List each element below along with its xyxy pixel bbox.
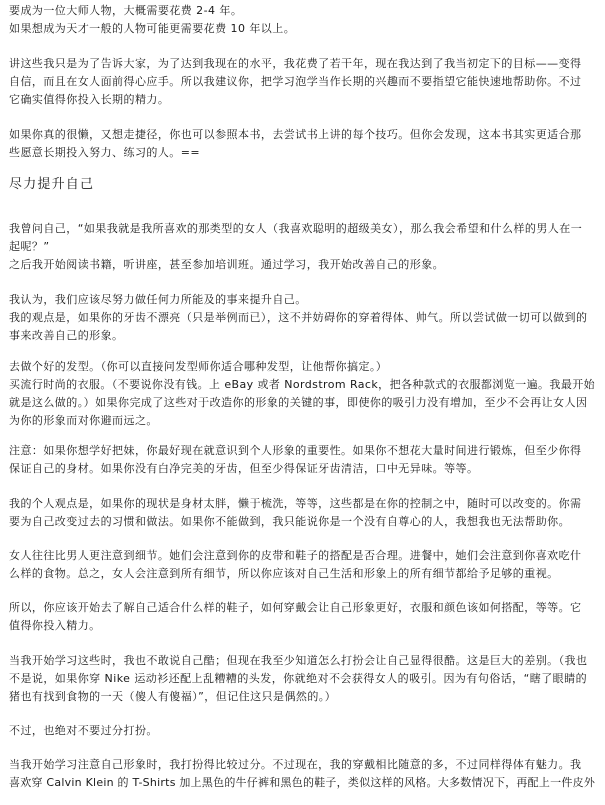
text-line: 为你的形象而对你避而远之。 [9, 414, 158, 427]
text-line: 猪也有找到食物的一天（傻人有傻福）”，但记住这只是偶然的。） [9, 690, 337, 703]
text-line: 它确实值得你投入长期的精力。 [9, 93, 170, 106]
text-line: 我的观点是，如果你的牙齿不漂亮（只是举例而已），这不并妨碍你的穿着得体、帅气。所以尝试做一切可以做到的 [9, 311, 588, 324]
text-line: 注意：如果你想学好把妹，你最好现在就意识到个人形象的重要性。如果你不想花大量时间进行锻炼，但至少你得 [9, 444, 582, 457]
intro-paragraph [9, 2, 595, 38]
text-line: 去做个好的发型。（你可以直接问发型师你适合哪种发型，让他帮你搞定。） [9, 360, 388, 373]
text-line: 我曾问自己，“如果我就是我所喜欢的那类型的女人（我喜欢聪明的超级美女），那么我会希望和什么样的男人在一 [9, 222, 583, 235]
text-line: 如果你真的很懒，又想走捷径，你也可以参照本书，去尝试书上讲的每个技巧。但你会发现，这本书其实更适合那 [9, 128, 582, 141]
text-line: 买流行时尚的衣服。（不要说你没有钱。上 eBay 或者 Nordstrom Rack，把各种款式的衣服都浏览一遍。我最开始 [9, 378, 596, 391]
text-line: 之后我开始阅读书籍，听讲座，甚至参加培训班。通过学习，我开始改善自己的形象。 [9, 258, 445, 271]
paragraph-1 [9, 55, 595, 109]
paragraph-3 [9, 220, 595, 274]
paragraph-4 [9, 291, 595, 345]
text-line: 值得你投入精力。 [9, 619, 101, 632]
paragraph-8 [9, 547, 595, 583]
text-line: 不是说，如果你穿 Nike 运动衫还配上乱糟糟的头发，你就绝对不会获得女人的吸引。因为有句俗话，“瞎了眼睛的 [9, 672, 588, 685]
text-line: 就是这么做的。）如果你完成了这些对于改造你的形象的关键的事，即使你的吸引力没有增加，至少不会再让女人因 [9, 396, 588, 409]
text-line: 讲这些我只是为了告诉大家，为了达到我现在的水平，我花费了若干年，现在我达到了我当初定下的目标——变得 [9, 57, 582, 70]
text-line: 保证自己的身材。如果你没有白净完美的牙齿，但至少得保证牙齿清洁，口中无异味。等等。 [9, 462, 479, 475]
paragraph-12 [9, 756, 595, 792]
text-line: 我认为，我们应该尽努力做任何力所能及的事来提升自己。 [9, 293, 307, 306]
text-line: 自信，而且在女人面前得心应手。所以我建议你，把学习泡学当作长期的兴趣而不要指望它能快速地帮助你。不过 [9, 75, 582, 88]
paragraph-6 [9, 442, 595, 478]
text-line: 事来改善自己的形象。 [9, 329, 124, 342]
text-line: 如果想成为天才一般的人物可能更需要花费 10 年以上。 [9, 22, 296, 35]
text-line: 起呢？” [9, 240, 50, 253]
text-line: 要成为一位大师人物，大概需要花费 2-4 年。 [9, 4, 243, 17]
text-line: 女人往往比男人更注意到细节。她们会注意到你的皮带和鞋子的搭配是否合理。进餐中，她们会注意到你喜欢吃什 [9, 549, 582, 562]
text-line: 当我开始学习这些时，我也不敢说自己酷；但现在我至少知道怎么打扮会让自己显得很酷。这是巨大的差别。（我也 [9, 654, 588, 667]
text-line: 当我开始学习注意自己形象时，我打扮得比较过分。不过现在，我的穿戴相比随意的多，不过同样得体有魅力。我 [9, 758, 582, 771]
paragraph-9 [9, 599, 595, 635]
text-line: 喜欢穿 Calvin Klein 的 T-Shirts 加上黑色的牛仔裤和黑色的鞋子，类似这样的风格。大多数情况下，再配上一件皮外 [9, 776, 596, 789]
paragraph-7 [9, 495, 595, 531]
paragraph-5 [9, 358, 595, 430]
paragraph-2 [9, 126, 595, 162]
text-line: 要为自己改变过去的习惯和做法。如果你不能做到，我只能说你是一个没有自尊心的人，我想我也无法帮助你。 [9, 515, 571, 528]
text-line: 不过，也绝对不要过分打扮。 [9, 724, 158, 737]
text-line: 我的个人观点是，如果你的现状是身材太胖，懒于梳洗，等等，这些都是在你的控制之中，随时可以改变的。你需 [9, 497, 582, 510]
section-title: 尽力提升自己 [9, 177, 95, 192]
text-line: 所以，你应该开始去了解自己适合什么样的鞋子，如何穿戴会让自己形象更好，衣服和颜色该如何搭配，等等。它 [9, 601, 582, 614]
text-line: 么样的食物。总之，女人会注意到所有细节，所以你应该对自己生活和形象上的所有细节都给予足够的重视。 [9, 567, 559, 580]
paragraph-10 [9, 652, 595, 706]
paragraph-11 [9, 722, 595, 740]
text-line: 些愿意长期投入努力、练习的人。== [9, 146, 201, 159]
